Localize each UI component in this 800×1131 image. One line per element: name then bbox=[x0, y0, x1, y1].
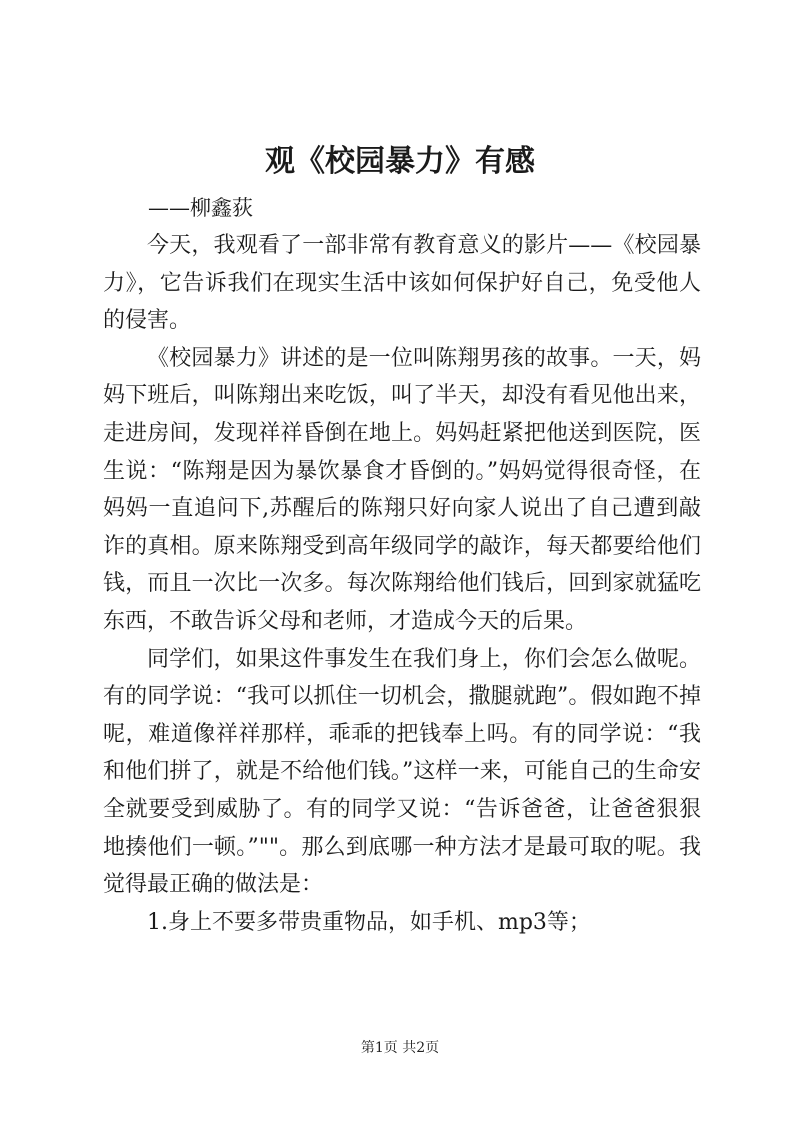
paragraph-discussion: 同学们，如果这件事发生在我们身上，你们会怎么做呢。有的同学说：“我可以抓住一切机会，撒腿就跑”。假如跑不掉呢，难道像祥祥那样，乖乖的把钱奉上吗。有的同学说：“我和他们拼了，就是不给他们钱。”这样一来，可能自己的生命安全就要受到威胁了。有的同学又说：“告诉爸爸，让爸爸狠狠地揍他们一顿。”""。那么到底哪一种方法才是最可取的呢。我觉得最正确的做法是： bbox=[103, 646, 701, 898]
paragraph-story: 《校园暴力》讲述的是一位叫陈翔男孩的故事。一天，妈妈下班后，叫陈翔出来吃饭，叫了半天，却没有看见他出来，走进房间，发现祥祥昏倒在地上。妈妈赶紧把他送到医院，医生说：“陈翔是因为暴饮暴食才昏倒的。”妈妈觉得很奇怪，在妈妈一直追问下,苏醒后的陈翔只好向家人说出了自己遭到敲诈的真相。原来陈翔受到高年级同学的敲诈，每天都要给他们钱，而且一次比一次多。每次陈翔给他们钱后，回到家就猛吃东西，不敢告诉父母和老师，才造成今天的后果。 bbox=[103, 345, 701, 634]
document-title: 观《校园暴力》有感 bbox=[265, 144, 535, 179]
page-number-footer: 第1页 共2页 bbox=[360, 1040, 440, 1056]
document-body bbox=[103, 227, 701, 941]
paragraph-intro: 今天，我观看了一部非常有教育意义的影片——《校园暴力》，它告诉我们在现实生活中该如何保护好自己，免受他人的侵害。 bbox=[103, 233, 701, 334]
paragraph-list-item-1: 1.身上不要多带贵重物品，如手机、mp3等； bbox=[147, 909, 591, 935]
document-author: ——柳鑫荻 bbox=[148, 196, 253, 220]
